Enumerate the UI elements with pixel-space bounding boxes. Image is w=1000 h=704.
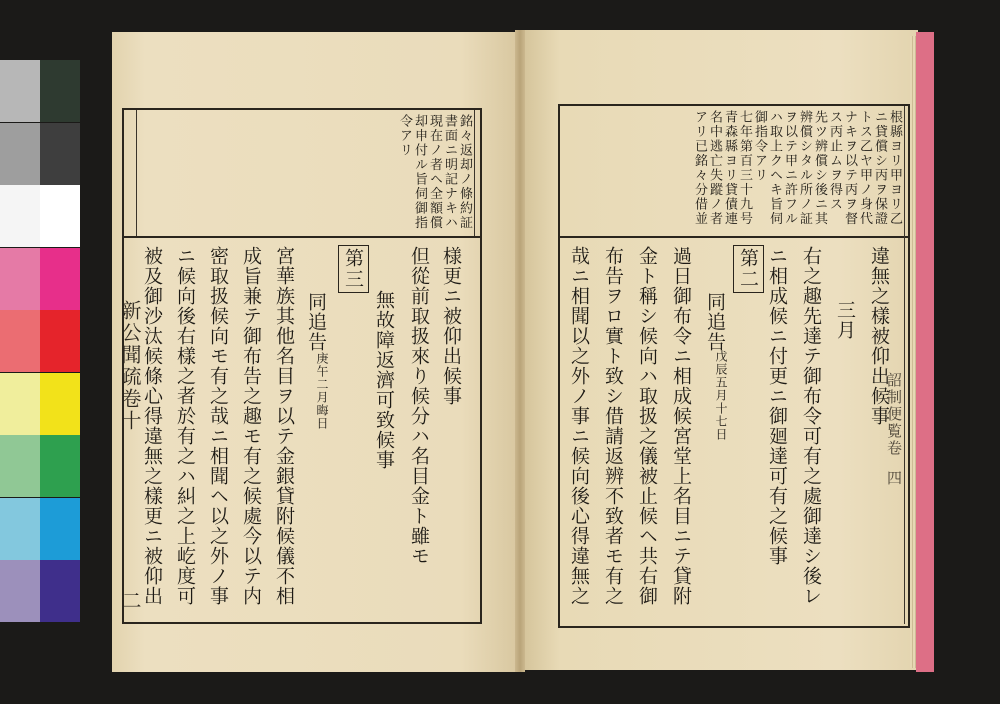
body-column: 同追告 [704,292,726,352]
color-patch [0,310,40,372]
body-column: 様更ニ被仰出候事 [440,246,462,406]
color-patch [40,310,80,372]
body-column: 過日御布令ニ相成候宮堂上名目ニテ貸附 [670,246,692,606]
book-cover-edge [916,32,934,672]
margin-title: 新公聞疏卷十 [118,300,142,432]
margin-title: 詔制便覧卷 [885,372,903,457]
body-column: ニ相成候ニ付更ニ御廻達可有之候事 [766,246,788,566]
header-note-line: 書面ニ明記ナキハ [442,114,457,230]
header-note-line: 青森縣ヨリ貸債連 [722,110,737,226]
left-header-rule [474,110,475,236]
header-note-line: 辨償シタル所ノ証 [797,110,812,226]
body-column: 右之趣先達テ御布令可有之處御達シ後レ [800,246,822,606]
color-patch [40,435,80,497]
header-note-line: 先ツ辨償シ後ニ其 [812,110,827,226]
color-patch [0,123,40,185]
color-patch [40,248,80,310]
section-label-box: 第二 [733,245,764,293]
body-column: ニ候向後右樣之者於有之ハ糾之上屹度可 [174,246,196,606]
color-patch [0,435,40,497]
header-note-line: アリ已銘々分借並 [692,110,707,226]
color-patch [40,185,80,247]
color-patch [0,60,40,122]
header-note-line: 却申付ル旨伺御指 [412,114,427,230]
body-column: 違無之樣被仰出候事 [868,246,890,426]
margin-page-number: 二 [118,590,142,612]
color-patch [40,60,80,122]
color-patch [0,560,40,622]
header-note-line: 七年第百三十九号 [737,110,752,226]
body-column: 密取扱候向モ有之哉ニ相聞ヘ以之外ノ事 [207,246,229,606]
body-column: 哉ニ相聞以之外ノ事ニ候向後心得違無之 [568,246,590,606]
header-note-line: ス丙止ムヲ得ス [827,110,842,212]
header-note-line: 令アリ [397,114,412,158]
body-column: 三月 [834,300,856,340]
right-outer-rule [904,106,905,624]
body-column: 布告ヲロ實ト致シ借請返辨不致者モ有之 [602,246,624,606]
date-note: 戊辰五月十七日 [714,350,728,441]
color-patch [0,248,40,310]
color-patch [40,123,80,185]
header-note-line: ニ貸償シ丙ヲ保證 [872,110,887,226]
book-gutter [515,30,525,672]
body-column: 同追告 [305,292,327,352]
header-note-line: 御指令アリ [752,110,767,183]
margin-page-number: 四 [885,470,903,487]
color-patch [40,498,80,560]
header-note-line: トス乙ヤ甲ノ身代 [857,110,872,226]
header-note-line: ヲ以テ甲ニ許フル [782,110,797,226]
right-header-notes [562,110,902,234]
body-column: 但從前取扱來り候分ハ名目金ト雖モ [408,246,430,566]
right-header-divider [558,236,908,238]
left-header-notes [350,114,472,234]
header-note-line: 名中逃亡失蹤ノ者 [707,110,722,226]
body-column: 金ト稱シ候向ハ取扱之儀被止候ヘ共右御 [636,246,658,606]
header-note-line: 根縣ヨリ甲ヨリ乙 [887,110,902,226]
left-header-divider [122,236,480,238]
header-note-line: 銘々返却ノ條約証 [457,114,472,230]
body-column: 被及御沙汰候條心得違無之樣更ニ被仰出 [141,246,163,606]
color-patch [0,498,40,560]
color-patch [0,185,40,247]
left-header-rule [136,110,137,236]
body-column: 成旨兼テ御布告之趣モ有之候處今以テ内 [240,246,262,606]
section-label-box: 第三 [338,245,369,293]
header-note-line: ハ取上クヘキ旨伺 [767,110,782,226]
body-column: 無故障返濟可致候事 [373,290,395,470]
date-note: 庚午二月晦日 [315,352,329,430]
header-note-line: ナキヲ以テ丙ヲ督 [842,110,857,226]
header-note-line: 現在ノ者ヘ全額償 [427,114,442,230]
color-patch [40,560,80,622]
color-patch [40,373,80,435]
body-column: 宮華族其他名目ヲ以テ金銀貸附候儀不相 [273,246,295,606]
color-patch [0,373,40,435]
